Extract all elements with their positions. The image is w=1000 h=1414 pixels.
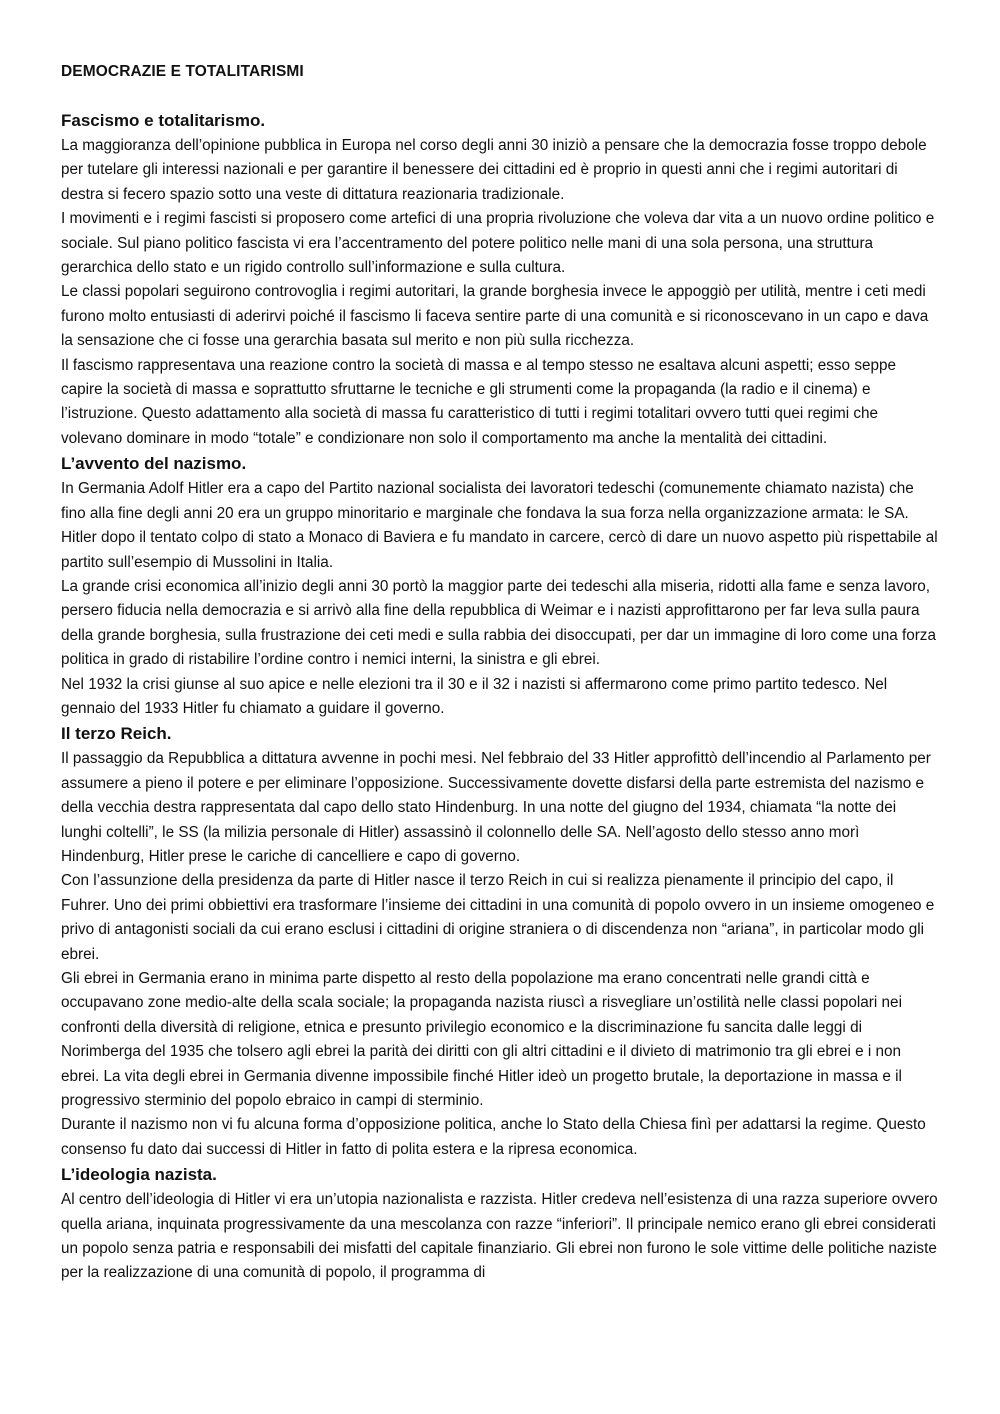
paragraph: La grande crisi economica all’inizio degli anni 30 portò la maggior parte dei tedeschi alla miseria, ridotti alla fame e senza lavoro, persero fiducia nella democrazia e si arrivò alla fine della repubblica di Weimar e i nazisti approfittarono per far leva sulla paura della grande borghesia, sulla frustrazione dei ceti medi e sulla rabbia dei disoccupati, per dar un immagine di loro come una forza politica in grado di ristabilire l’ordine contro i nemici interni, la sinistra e gli ebrei. [61,577,936,669]
section-heading: L’avvento del nazismo. [61,454,247,474]
paragraph: Con l’assunzione della presidenza da parte di Hitler nasce il terzo Reich in cui si realizza pienamente il principio del capo, il Fuhrer. Uno dei primi obbiettivi era trasformare l’insieme dei cittadini in una comunità di popolo ovvero in un insieme omogeneo e privo di antagonisti sociali da cui erano esclusi i cittadini di origine straniera o di discendenza non “ariana”, in particolar modo gli ebrei. [61,872,935,963]
paragraph: Le classi popolari seguirono controvoglia i regimi autoritari, la grande borghesia invece le appoggiò per utilità, mentre i ceti medi furono molto entusiasti di aderirvi poiché il fascismo li faceva sentire parte di una comunità e si riconoscevano in un capo e dava la sensazione che ci fosse una gerarchia basata sul merito e non più sulla ricchezza. [61,283,929,350]
paragraph: I movimenti e i regimi fascisti si proposero come artefici di una propria rivoluzione che voleva dar vita a un nuovo ordine politico e sociale. Sul piano politico fascista vi era l’accentramento del potere politico nelle mani di una sola persona, una struttura gerarchica dello stato e un rigido controllo sull’informazione e sulla cultura. [61,210,935,277]
paragraph: Al centro dell’ideologia di Hitler vi era un’utopia nazionalista e razzista. Hitler credeva nell’esistenza di una razza superiore ovvero quella ariana, inquinata progressivamente da una mescolanza con razze “inferiori”. Il principale nemico erano gli ebrei considerati un popolo senza patria e responsabili dei misfatti del capitale finanziario. Gli ebrei non furono le sole vittime delle politiche naziste per la realizzazione di una comunità di popolo, il programma di [61,1191,938,1282]
paragraph: Il fascismo rappresentava una reazione contro la società di massa e al tempo stesso ne esaltava alcuni aspetti; esso seppe capire la società di massa e soprattutto sfruttarne le tecniche e gli strumenti come la propaganda (la radio e il cinema) e l’istruzione. Questo adattamento alla società di massa fu caratteristico di tutti i regimi totalitari ovvero tutti quei regimi che volevano dominare in modo “totale” e condizionare non solo il comportamento ma anche la mentalità dei cittadini. [61,356,896,447]
section-heading: L’ideologia nazista. [61,1165,217,1185]
paragraph: La maggioranza dell’opinione pubblica in Europa nel corso degli anni 30 iniziò a pensare che la democrazia fosse troppo debole per tutelare gli interessi nazionali e per garantire il benessere dei cittadini ed è proprio in questi anni che i regimi autoritari di destra si fecero spazio sotto una veste di dittatura reazionaria tradizionale. [61,137,927,203]
paragraph: Nel 1932 la crisi giunse al suo apice e nelle elezioni tra il 30 e il 32 i nazisti si affermarono come primo partito tedesco. Nel gennaio del 1933 Hitler fu chiamato a guidare il governo. [61,675,888,717]
document-page [61,60,941,1286]
section-heading: Il terzo Reich. [61,724,172,744]
section-nazismo [61,451,941,721]
document-title: DEMOCRAZIE E TOTALITARISMI [61,63,304,80]
paragraph: Gli ebrei in Germania erano in minima parte dispetto al resto della popolazione ma erano concentrati nelle grandi città e occupavano zone medio-alte della scala sociale; la propaganda nazista riuscì a risvegliare un’ostilità nelle classi popolari nei confronti della diversità di religione, etnica e presunto privilegio economico e la discriminazione fu sancita dalle leggi di Norimberga del 1935 che tolsero agli ebrei la parità dei diritti con gli altri cittadini e il divieto di matrimonio tra gli ebrei e i non ebrei. La vita degli ebrei in Germania divenne impossibile finché Hitler ideò un progetto brutale, la deportazione in massa e il progressivo sterminio del popolo ebraico in campi di sterminio. [61,970,902,1110]
section-ideologia [61,1162,941,1286]
paragraph: In Germania Adolf Hitler era a capo del Partito nazional socialista dei lavoratori tedeschi (comunemente chiamato nazista) che fino alla fine degli anni 20 era un gruppo minoritario e marginale che fondava la sua forza nella organizzazione armata: le SA. Hitler dopo il tentato colpo di stato a Monaco di Baviera e fu mandato in carcere, cercò di dare un nuovo aspetto più rispettabile al partito sull’esempio di Mussolini in Italia. [61,480,938,571]
section-terzo-reich [61,721,941,1162]
section-heading: Fascismo e totalitarismo. [61,111,266,130]
paragraph: Il passaggio da Repubblica a dittatura avvenne in pochi mesi. Nel febbraio del 33 Hitler approfittò dell’incendio al Parlamento per assumere a pieno il potere e per eliminare l’opposizione. Successivamente dovette disfarsi della parte estremista del nazismo e della vecchia destra rappresentata dal capo dello stato Hindenburg. In una notte del giugno del 1934, chiamata “la notte dei lunghi coltelli”, le SS (la milizia personale di Hitler) assassinò il colonnello delle SA. Nell’agosto dello stesso anno morì Hindenburg, Hitler prese le cariche di cancelliere e capo di governo. [61,750,931,865]
section-fascismo [61,108,941,451]
paragraph: Durante il nazismo non vi fu alcuna forma d’opposizione politica, anche lo Stato della Chiesa finì per adattarsi la regime. Questo consenso fu dato dai successi di Hitler in fatto di polita estera e la ripresa economica. [61,1116,926,1158]
